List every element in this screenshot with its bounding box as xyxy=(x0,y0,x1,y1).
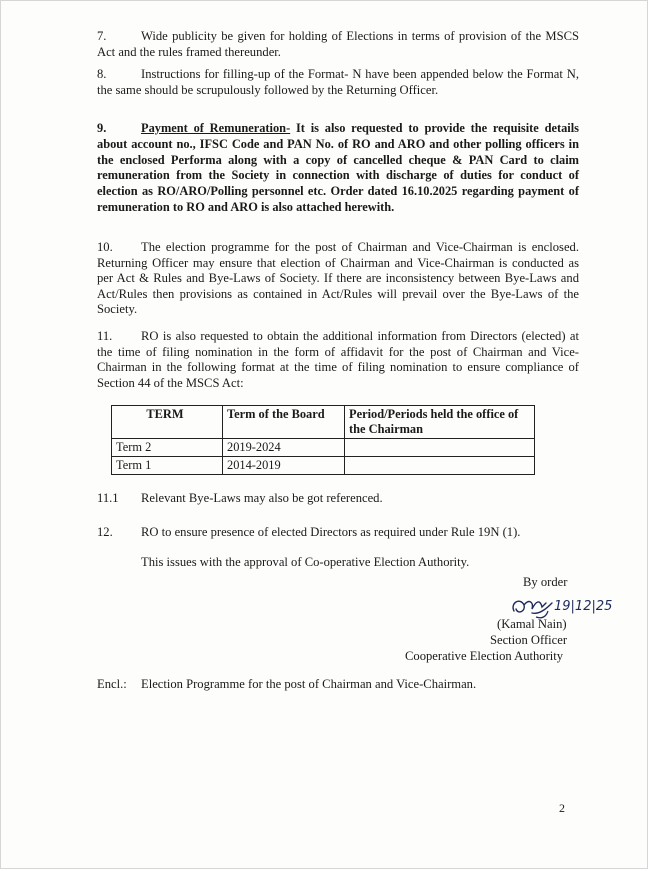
paragraph-12-text: RO to ensure presence of elected Directors as required under Rule 19N (1). xyxy=(141,525,521,539)
page-number: 2 xyxy=(559,801,565,815)
paragraph-number: 8. xyxy=(97,67,107,81)
officer-authority: Cooperative Election Authority xyxy=(405,649,564,663)
table-cell: Term 1 xyxy=(112,457,223,475)
paragraph-text: Instructions for filling-up of the Format- N have been appended below the Format N, the same should be scrupulously followed by the Returning Officer. xyxy=(97,67,579,97)
paragraph-9 xyxy=(97,121,579,216)
table-cell: 2014-2019 xyxy=(223,457,345,475)
enclosure-label: Encl.: xyxy=(97,677,127,691)
paragraph-number: 7. xyxy=(97,29,107,43)
approval-statement: This issues with the approval of Co-operative Election Authority. xyxy=(141,555,470,569)
paragraph-8 xyxy=(97,67,579,98)
paragraph-text: It is also requested to provide the requisite details about account no., IFSC Code and PAN No. of RO and ARO and other polling officers in the enclosed Performa along with a copy of cancelled cheque & PAN Card to claim remuneration from the Society in connection with discharge of duties for conduct of election as RO/ARO/Polling personnel etc. Order dated 16.10.2025 regarding payment of remuneration to RO and ARO is also attached herewith. xyxy=(97,121,579,214)
paragraph-number: 11. xyxy=(97,329,113,343)
paragraph-10 xyxy=(97,240,579,318)
paragraph-number: 10. xyxy=(97,240,113,254)
paragraph-text: RO is also requested to obtain the additional information from Directors (elected) at the time of filing nomination in the form of affidavit for the post of Chairman and Vice-Chairman in the following format at the time of filing nomination to ensure compliance of Section 44 of the MSCS Act: xyxy=(97,329,579,390)
paragraph-number: 12. xyxy=(97,525,113,539)
enclosure-text: Election Programme for the post of Chairman and Vice-Chairman. xyxy=(141,677,477,691)
table-row xyxy=(112,439,535,457)
table-row xyxy=(112,457,535,475)
table-cell xyxy=(345,439,535,457)
table-cell: Term 2 xyxy=(112,439,223,457)
table-cell: 2019-2024 xyxy=(223,439,345,457)
paragraph-text: Wide publicity be given for holding of Elections in terms of provision of the MSCS Act and the rules framed thereunder. xyxy=(97,29,579,59)
paragraph-11-1-text: Relevant Bye-Laws may also be got referenced. xyxy=(141,491,383,505)
header-period-held: Period/Periods held the office of the Chairman xyxy=(345,406,535,439)
paragraph-text: The election programme for the post of Chairman and Vice-Chairman is enclosed. Returning Officer may ensure that election of Chairman and Vice-Chairman is conducted as per Act & Rules and Bye-Laws of Society. If there are inconsistency between Bye-Laws and Act/Rules then provisions as contained in Act/Rules will prevail over the Bye-Laws of the Society. xyxy=(97,240,579,317)
chairman-term-table xyxy=(111,405,535,475)
officer-name: (Kamal Nain) xyxy=(497,617,567,631)
paragraph-number: 11.1 xyxy=(97,491,119,505)
paragraph-number: 9. xyxy=(97,121,107,135)
paragraph-7 xyxy=(97,29,579,60)
paragraph-heading: Payment of Remuneration- xyxy=(141,121,291,135)
table-cell xyxy=(345,457,535,475)
signature-date: 19|12|25 xyxy=(554,599,613,614)
table-header-row xyxy=(112,406,535,439)
header-term: TERM xyxy=(112,406,223,439)
officer-designation: Section Officer xyxy=(490,633,568,647)
header-term-of-board: Term of the Board xyxy=(223,406,345,439)
paragraph-11 xyxy=(97,329,579,391)
by-order-label: By order xyxy=(523,575,568,589)
